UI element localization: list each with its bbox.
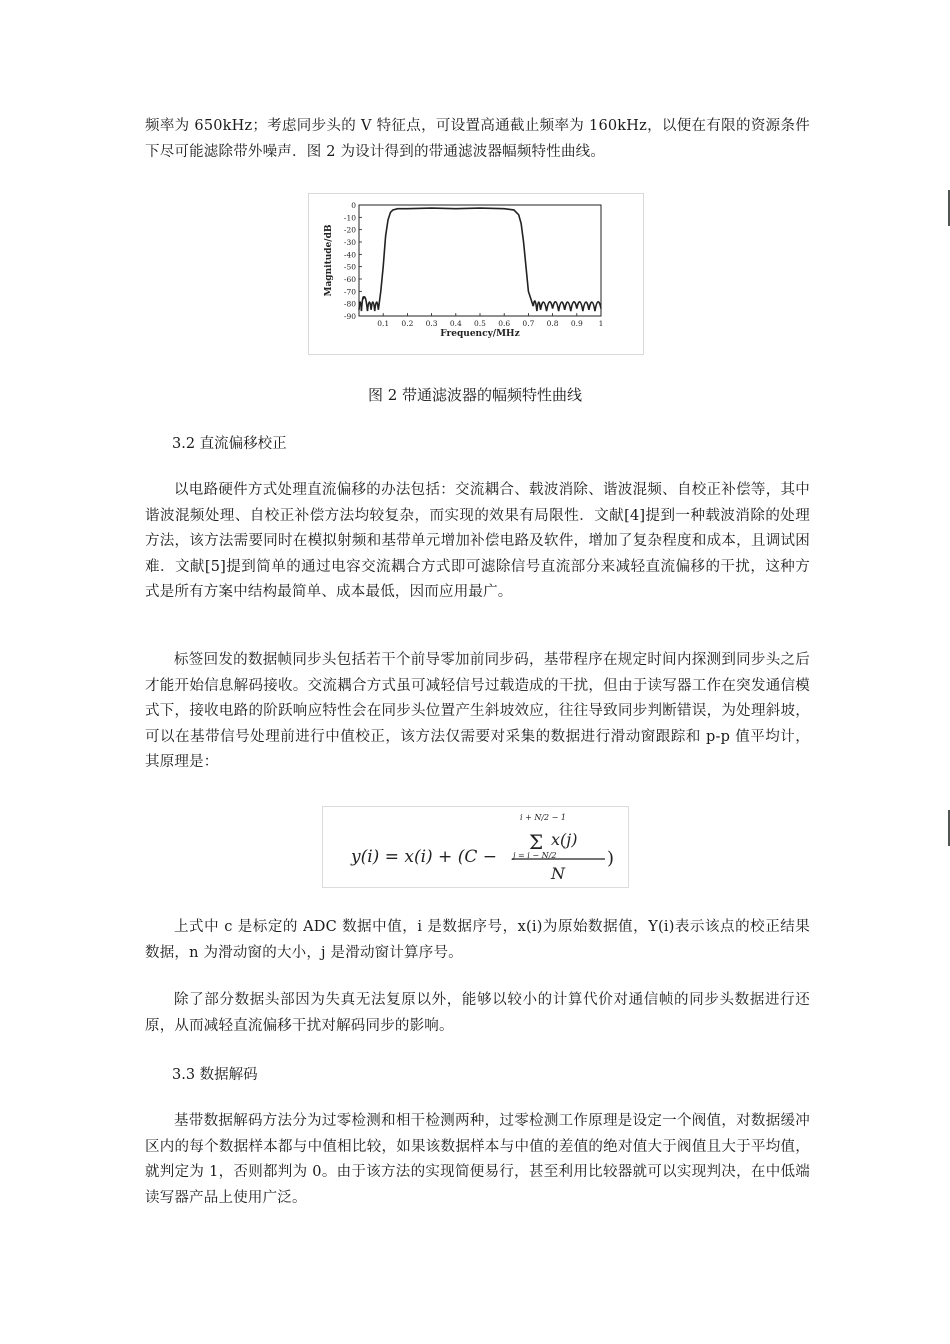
- sum-symbol: Σ: [529, 830, 544, 854]
- formula-graphic: [323, 807, 628, 887]
- formula-sum-lower: j = i − N/2: [513, 851, 557, 860]
- section-heading-decoding: 3.3 数据解码: [172, 1067, 258, 1083]
- y-tick-label: -40: [343, 250, 356, 260]
- x-tick-label: 0.4: [449, 319, 462, 328]
- y-tick-label: -20: [343, 225, 356, 235]
- intro-paragraph: 频率为 650kHz；考虑同步头的 V 特征点，可设置高通截止频率为 160kHz，以便在有限的资源条件下尽可能滤除带外噪声．图 2 为设计得到的带通滤波器幅频特性曲线。: [145, 118, 810, 160]
- x-tick-label: 0.1: [377, 319, 390, 328]
- x-tick-label: 0.7: [522, 319, 535, 328]
- formula-denominator: N: [551, 864, 565, 883]
- decoding-paragraph: 基带数据解码方法分为过零检测和相干检测两种，过零检测工作原理是设定一个阀值，对数据缓冲区内的每个数据样本都与中值相比较，如果该数据样本与中值的差值的绝对值大于阀值且大于平均值，就判定为 1，否则都判为 0。由于该方法的实现简便易行，甚至利用比较器就可以实现判决，在中低端读写器产品上使用广泛。: [145, 1113, 810, 1206]
- y-tick-label: -60: [343, 275, 356, 284]
- plot-frame: [359, 205, 601, 316]
- x-tick-label: 0.2: [401, 319, 414, 328]
- bandpass-filter-figure: [308, 193, 644, 355]
- median-correction-formula: [322, 806, 629, 888]
- restore-paragraph: 除了部分数据头部因为失真无法复原以外，能够以较小的计算代价对通信帧的同步头数据进行还原，从而减轻直流偏移干扰对解码同步的影响。: [145, 992, 810, 1034]
- y-tick-label: -90: [343, 312, 356, 321]
- x-tick-label: 0.3: [425, 319, 438, 328]
- y-tick-label: -10: [343, 213, 356, 223]
- x-tick-label: 1: [598, 319, 604, 328]
- x-tick-label: 0.6: [498, 319, 511, 328]
- y-tick-label: -30: [343, 238, 356, 247]
- y-tick-label: -70: [343, 287, 356, 297]
- formula-description-paragraph: 上式中 c 是标定的 ADC 数据中值，i 是数据序号，x(i)为原始数据值，Y(i)表示该点的校正结果数据，n 为滑动窗的大小，j 是滑动窗计算序号。: [145, 919, 810, 961]
- y-tick-label: -80: [343, 299, 356, 309]
- formula-numerator-term: x(j): [551, 830, 578, 849]
- response-curve: [359, 208, 601, 311]
- dc-offset-paragraph-2: 标签回发的数据帧同步头包括若干个前导零加前同步码，基带程序在规定时间内探测到同步头之后才能开始信息解码接收。交流耦合方式虽可减轻信号过载造成的干扰，但由于读写器工作在突发通信模式下，接收电路的阶跃响应特性会在同步头位置产生斜坡效应，往往导致同步判断错误，为处理斜坡，可以在基带信号处理前进行中值校正，该方法仅需要对采集的数据进行滑动窗跟踪和 p-p 值平均计，其原理是：: [145, 652, 810, 770]
- formula-lhs: y(i) = x(i) + (C −: [351, 847, 497, 867]
- formula-close-paren: ): [607, 848, 615, 869]
- formula-sum-upper: i + N/2 − 1: [520, 813, 567, 822]
- magnitude-response-chart: [309, 194, 643, 354]
- y-axis-label: Magnitude/dB: [324, 224, 334, 297]
- x-axis-label: Frequency/MHz: [440, 329, 520, 339]
- section-heading-dc-offset: 3.2 直流偏移校正: [172, 436, 287, 452]
- x-tick-label: 0.8: [546, 319, 559, 328]
- y-tick-label: 0: [351, 201, 356, 210]
- y-tick-label: -50: [343, 262, 356, 272]
- x-tick-label: 0.9: [570, 319, 583, 328]
- x-tick-label: 0.5: [474, 319, 486, 328]
- dc-offset-paragraph-1: 以电路硬件方式处理直流偏移的办法包括：交流耦合、载波消除、谐波混频、自校正补偿等，其中谐波混频处理、自校正补偿方法均较复杂，而实现的效果有局限性．文献[4]提到一种载波消除的处理方法，该方法需要同时在模拟射频和基带单元增加补偿电路及软件，增加了复杂程度和成本，且调试困难．文献[5]提到简单的通过电容交流耦合方式即可滤除信号直流部分来减轻直流偏移的干扰，这种方式是所有方案中结构最简单、成本最低，因而应用最广。: [145, 482, 810, 600]
- figure-caption: 图 2 带通滤波器的幅频特性曲线: [367, 386, 583, 404]
